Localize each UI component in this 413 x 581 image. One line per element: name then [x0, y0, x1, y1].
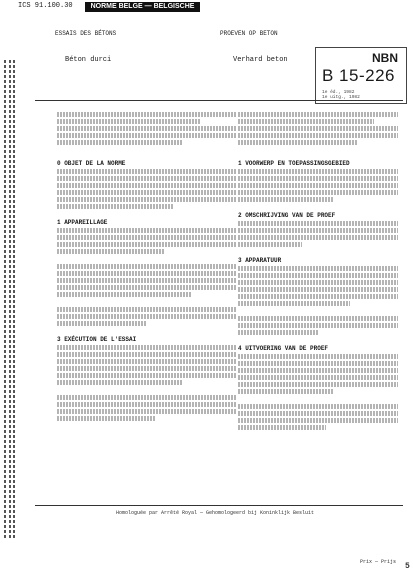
nbn-label: NBN — [372, 51, 398, 65]
document-ref-number: ICS 91.100.30 — [18, 2, 73, 10]
left-heading-0: 0 OBJET DE LA NORME — [57, 160, 126, 167]
edition-info: 1e éd., 1982 1e uitg., 1982 — [322, 90, 360, 100]
footer-divider — [35, 505, 403, 506]
vertical-margin-text — [1, 60, 15, 560]
right-heading-0: 1 VOORWERP EN TOEPASSINGSGEBIED — [238, 160, 350, 167]
left-heading-1: 1 APPAREILLAGE — [57, 219, 108, 226]
title-nl: PROEVEN OP BETON — [220, 30, 278, 37]
right-heading-3: 4 UITVOERING VAN DE PROEF — [238, 345, 329, 352]
title-fr: ESSAIS DES BÉTONS — [55, 30, 117, 37]
norm-banner: NORME BELGE — BELGISCHE NORM — [85, 2, 200, 12]
subtitle-nl: Verhard beton — [233, 56, 288, 64]
subtitle-fr: Béton durci — [65, 56, 112, 64]
norm-code-box — [315, 47, 407, 104]
page-info: Prix — Prijs 5 — [360, 559, 410, 571]
right-heading-2: 3 APPARATUUR — [238, 257, 282, 264]
right-column-nl — [238, 110, 398, 440]
left-column-fr — [57, 110, 237, 431]
left-heading-2: 3 EXÉCUTION DE L'ESSAI — [57, 336, 137, 343]
page-number: 5 — [405, 562, 410, 571]
homologation-note: Homologuée par Arrêté Royal — Gehomologeerd bij Koninklijk Besluit — [115, 510, 315, 516]
header-divider — [35, 100, 403, 101]
right-heading-1: 2 OMSCHRIJVING VAN DE PROEF — [238, 212, 336, 219]
norm-code: B 15-226 — [322, 66, 395, 85]
